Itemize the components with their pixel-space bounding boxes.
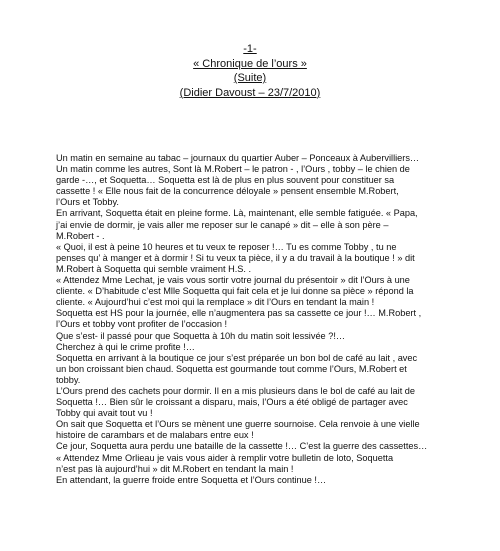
text-line: M.Robert à Soquetta qui semble vraiment H.S. .: [56, 263, 252, 274]
text-line: Tobby qui avait tout vu !: [56, 408, 153, 419]
author-date: (Didier Davoust – 23/7/2010): [179, 86, 321, 99]
text-line: garde -…, et Soquetta… Soquetta est là de plus en plus souvent pour constituer sa: [56, 175, 395, 186]
text-line: Un matin en semaine au tabac – journaux du quartier Auber – Ponceaux à Aubervilliers…: [56, 153, 420, 163]
text-line: cliente. « D’habitude c’est Mlle Soquetta qui fait cela et je lui donne sa pièce » répond la: [56, 286, 414, 297]
text-line: « Attendez Mme Lechat, je vais vous sortir votre journal du présentoir » dit l’Ours à une: [56, 275, 410, 286]
body-text: [56, 153, 454, 486]
text-line: Un matin comme les autres, Sont là M.Robert – le patron - , l’Ours , tobby – le chien de: [56, 164, 410, 175]
text-line: « Attendez Mme Orlieau je vais vous aider à remplir votre bulletin de loto, Soquetta: [56, 452, 394, 463]
text-line: En attendant, la guerre froide entre Soquetta et l’Ours continue !…: [56, 474, 327, 485]
text-line: cassette ! « Elle nous fait de la concurrence déloyale » pensent ensemble M.Robert,: [56, 186, 399, 197]
text-line: « Quoi, il est à peine 10 heures et tu veux te reposer !… Tu es comme Tobby , tu ne: [56, 241, 397, 252]
text-line: Soquetta !… Bien sûr le croissant a disparu, mais, l’Ours a été obligé de partager avec: [56, 397, 408, 408]
text-line: Soquetta en arrivant à la boutique ce jour s’est préparée un bon bol de café au lait , avec: [56, 352, 418, 363]
text-line: Cherchez à qui le crime profite !…: [56, 341, 195, 352]
text-line: l’Ours et Tobby.: [56, 197, 119, 208]
text-line: L’Ours prend des cachets pour dormir. Il en a mis plusieurs dans le bol de café au lait de: [56, 385, 416, 396]
text-line: tobby.: [56, 374, 81, 385]
text-line: Soquetta est HS pour la journée, elle n’augmentera pas sa cassette ce jour !… M.Robert ,: [56, 308, 422, 319]
document-header: [0, 42, 500, 100]
text-line: Ce jour, Soquetta aura perdu une bataille de la cassette !… C’est la guerre des cassettes…: [56, 441, 428, 452]
text-line: histoire de carambars et de malabars entre eux !: [56, 430, 254, 441]
text-line: M.Robert - .: [56, 230, 105, 241]
page-number: -1-: [243, 43, 257, 55]
text-line: penses qu’ à manger et à dormir ! Si tu veux ta pièce, il y a du travail à la boutique ! » dit: [56, 252, 415, 263]
text-line: Que s’est- il passé pour que Soquetta à 10h du matin soit lessivée ?!…: [56, 330, 346, 341]
text-line: l’Ours et tobby vont profiter de l’occasion !: [56, 319, 228, 330]
text-line: un bon croissant bien chaud. Soquetta est gourmande tout comme l’Ours, M.Robert et: [56, 363, 407, 374]
document-title: « Chronique de l’ours »: [193, 57, 307, 70]
text-line: En arrivant, Soquetta était en pleine forme. Là, maintenant, elle semble fatiguée. « Papa,: [56, 208, 418, 219]
text-line: On sait que Soquetta et l’Ours se mènent une guerre sournoise. Cela renvoie à une vielle: [56, 419, 420, 430]
text-line: n’est pas là aujourd’hui » dit M.Robert en tendant la main !: [56, 463, 294, 474]
text-line: cliente. « Aujourd’hui c’est moi qui la remplace » dit l’Ours en tendant la main !: [56, 297, 375, 308]
document-subtitle: (Suite): [233, 72, 267, 84]
text-line: j’ai envie de dormir, je vais aller me reposer sur le canapé » dit – elle à son père –: [56, 219, 389, 230]
